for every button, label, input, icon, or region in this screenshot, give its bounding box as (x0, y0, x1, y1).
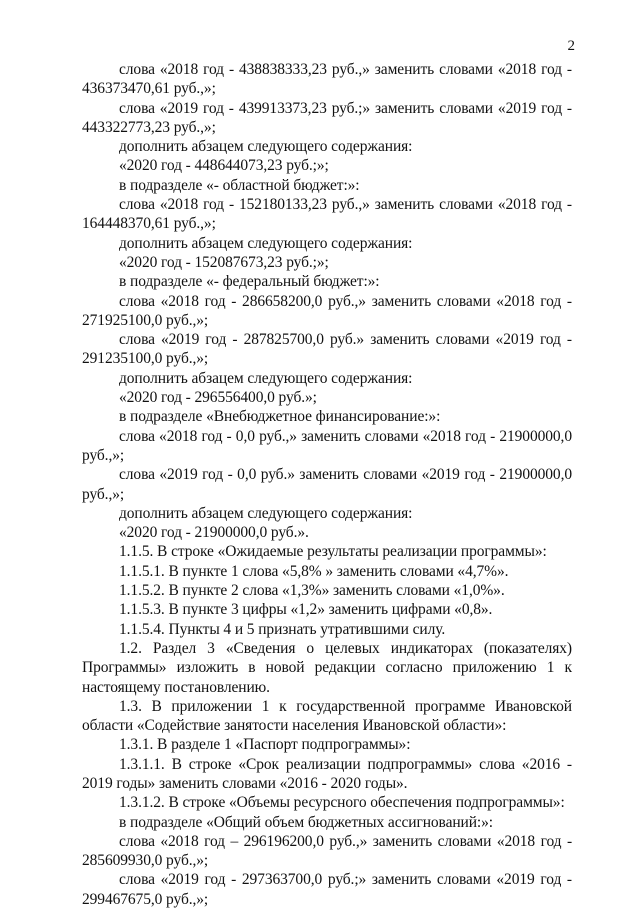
paragraph: в подразделе «Общий объем бюджетных ассигнований:»: (119, 813, 493, 831)
paragraph: «2020 год - 152087673,23 руб.;»; (119, 253, 329, 271)
paragraph: «2020 год - 448644073,23 руб.;»; (119, 157, 329, 175)
paragraph: 1.1.5.1. В пункте 1 слова «5,8% » заменить словами «4,7%». (119, 562, 509, 580)
paragraph: 1.1.5.3. В пункте 3 цифры «1,2» заменить цифрами «0,8». (119, 601, 493, 619)
paragraph: слова «2018 год - 152180133,23 руб.,» заменить словами «2018 год - 164448370,61 руб.,»; (82, 196, 572, 233)
page-number: 2 (567, 38, 575, 54)
paragraph: в подразделе «Внебюджетное финансирование:»: (119, 408, 441, 426)
paragraph: слова «2019 год - 0,0 руб.» заменить словами «2019 год - 21900000,0 руб.,»; (82, 466, 572, 503)
paragraph: слова «2018 год - 0,0 руб.,» заменить словами «2018 год - 21900000,0 руб.,»; (82, 427, 572, 464)
paragraph: 1.1.5.4. Пункты 4 и 5 признать утратившими силу. (119, 620, 446, 638)
document-body (82, 60, 572, 909)
paragraph: слова «2019 год - 287825700,0 руб.» заменить словами «2019 год - 291235100,0 руб.,»; (82, 331, 572, 368)
paragraph: в подразделе «- областной бюджет:»: (119, 176, 360, 194)
paragraph: 1.3.1. В разделе 1 «Паспорт подпрограммы»: (119, 736, 411, 754)
paragraph: «2020 год - 296556400,0 руб.»; (119, 389, 317, 407)
paragraph: 1.3. В приложении 1 к государственной программе Ивановской области «Содействие занятости населения Ивановской области»: (82, 697, 572, 735)
paragraph: дополнить абзацем следующего содержания: (119, 138, 413, 156)
paragraph: слова «2019 год - 297363700,0 руб.;» заменить словами «2019 год - 299467675,0 руб.,»; (82, 871, 572, 908)
paragraph: 1.1.5.2. В пункте 2 слова «1,3%» заменить словами «1,0%». (119, 582, 505, 600)
paragraph: дополнить абзацем следующего содержания: (119, 504, 413, 522)
paragraph: слова «2018 год - 438838333,23 руб.,» заменить словами «2018 год - 436373470,61 руб.,»; (82, 61, 572, 98)
paragraph: 1.2. Раздел 3 «Сведения о целевых индикаторах (показателях) Программы» изложить в новой редакции согласно приложению 1 к настоящему постановлению. (82, 639, 572, 696)
paragraph: слова «2018 год – 296196200,0 руб.,» заменить словами «2018 год - 285609930,0 руб.,»; (82, 832, 572, 870)
paragraph: «2020 год - 21900000,0 руб.». (119, 524, 309, 542)
paragraph: в подразделе «- федеральный бюджет:»: (119, 273, 380, 291)
paragraph: 1.1.5. В строке «Ожидаемые результаты реализации программы»: (119, 543, 547, 561)
paragraph: 1.3.1.2. В строке «Объемы ресурсного обеспечения подпрограммы»: (119, 794, 565, 812)
paragraph: слова «2018 год - 286658200,0 руб.,» заменить словами «2018 год - 271925100,0 руб.,»; (82, 292, 572, 329)
paragraph: дополнить абзацем следующего содержания: (119, 234, 413, 252)
paragraph: слова «2019 год - 439913373,23 руб.;» заменить словами «2019 год - 443322773,23 руб.,»; (82, 99, 572, 136)
paragraph: 1.3.1.1. В строке «Срок реализации подпрограммы» слова «2016 - 2019 годы» заменить словами «2016 - 2020 годы». (82, 755, 572, 792)
paragraph: дополнить абзацем следующего содержания: (119, 369, 413, 387)
